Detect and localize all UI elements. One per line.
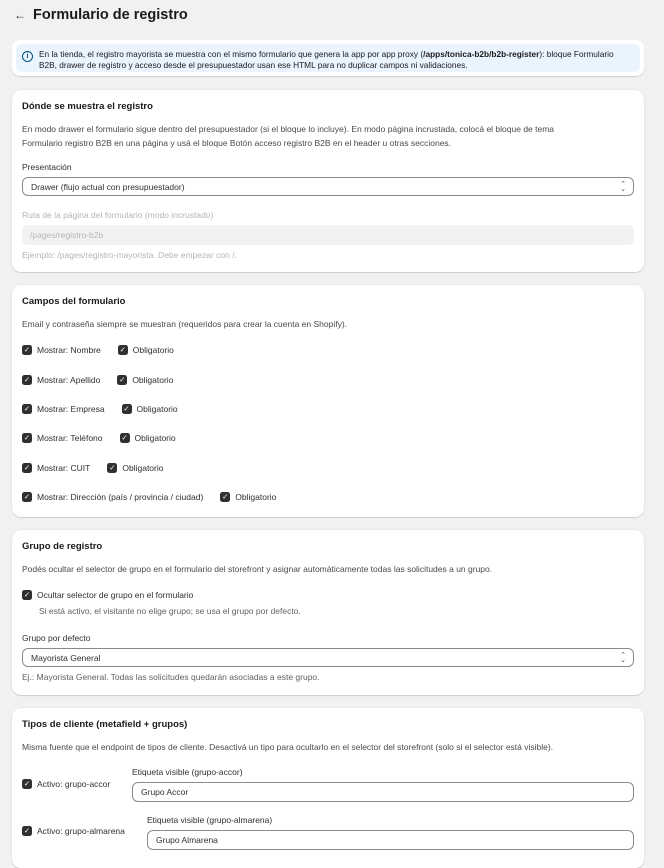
select-chevron-icon: ⌃ ⌄	[620, 652, 626, 664]
banner-text: En la tienda, el registro mayorista se muestra con el mismo formulario que genera la app por app proxy (/apps/tonica-b2b/b2b-register): bloque Formulario B2B, drawer de registro y acceso desde el presupuestador usan ese HTML para no duplicar campos ni validaciones.	[39, 49, 614, 70]
checkbox-active-grupo-accor[interactable]: ✓	[23, 779, 31, 789]
field-row	[22, 492, 276, 502]
route-input[interactable]: /pages/registro-b2b	[22, 225, 634, 245]
presentation-label: Presentación	[22, 162, 72, 172]
checkbox-show-cuit[interactable]: ✓	[23, 463, 31, 473]
checkbox-label: Mostrar: Nombre	[37, 345, 101, 355]
checkbox-label: Ocultar selector de grupo en el formulario	[37, 590, 194, 600]
checkbox-label: Obligatorio	[134, 433, 176, 443]
checkbox-required-address[interactable]: ✓	[222, 492, 229, 502]
checkbox-label: Mostrar: Apellido	[37, 375, 101, 385]
type-row	[22, 779, 110, 789]
card-title: Tipos de cliente (metafield + grupos)	[22, 719, 188, 730]
card-description: Podés ocultar el selector de grupo en el formulario del storefront y asignar automáticamente todas las solicitudes a un grupo.	[22, 564, 493, 574]
checkbox-required-name[interactable]: ✓	[119, 345, 126, 355]
checkbox-label: Obligatorio	[235, 492, 277, 502]
arrow-left-icon[interactable]: ←	[14, 8, 26, 22]
checkbox-show-address[interactable]: ✓	[23, 492, 31, 502]
hide-group-help: Si está activo, el visitante no elige grupo; se usa el grupo por defecto.	[39, 606, 301, 616]
visible-label-input[interactable]: Grupo Almarena	[147, 830, 634, 850]
checkbox-show-name[interactable]: ✓	[23, 345, 31, 355]
page-header	[14, 7, 188, 23]
customer-types-card	[12, 708, 644, 868]
card-description: Misma fuente que el endpoint de tipos de cliente. Desactivá un tipo para ocultarlo en el selector del storefront (solo si el selector está visible).	[22, 742, 554, 752]
checkbox-label: Obligatorio	[122, 463, 164, 473]
field-row	[22, 375, 173, 385]
fields-card	[12, 285, 644, 517]
card-title: Dónde se muestra el registro	[22, 101, 153, 112]
select-chevron-icon: ⌃ ⌄	[620, 181, 626, 193]
checkbox-label: Mostrar: Empresa	[37, 404, 105, 414]
default-group-help: Ej.: Mayorista General. Todas las solicitudes quedarán asociadas a este grupo.	[22, 672, 320, 682]
info-icon: i	[22, 51, 33, 62]
checkbox-show-lastname[interactable]: ✓	[23, 375, 31, 385]
display-card	[12, 90, 644, 272]
checkbox-show-company[interactable]: ✓	[23, 404, 31, 414]
card-title: Campos del formulario	[22, 296, 126, 307]
field-row	[22, 433, 176, 443]
route-help: Ejemplo: /pages/registro-mayorista. Debe empezar con /.	[22, 250, 237, 260]
default-group-label: Grupo por defecto	[22, 633, 91, 643]
page-title: Formulario de registro	[33, 7, 188, 23]
field-row	[22, 345, 174, 355]
card-title: Grupo de registro	[22, 541, 103, 552]
visible-label-label: Etiqueta visible (grupo-accor)	[132, 767, 243, 777]
checkbox-required-phone[interactable]: ✓	[121, 433, 128, 443]
checkbox-label: Mostrar: Teléfono	[37, 433, 103, 443]
checkbox-active-grupo-almarena[interactable]: ✓	[23, 826, 31, 836]
checkbox-hide-group-selector[interactable]: ✓	[23, 590, 31, 600]
card-description: En modo drawer el formulario sigue dentro del presupuestador (si el bloque lo incluye). En modo página incrustada, colocá el bloque de tema Formulario registro B2B en una página y usá el bloque Botón acceso registro B2B en el header u otras secciones.	[22, 124, 555, 148]
type-row	[22, 826, 125, 836]
route-label: Ruta de la página del formulario (modo incrustado)	[22, 210, 214, 220]
checkbox-required-company[interactable]: ✓	[123, 404, 130, 414]
card-description: Email y contraseña siempre se muestran (requeridos para crear la cuenta en Shopify).	[22, 319, 348, 329]
hide-group-row	[22, 590, 193, 600]
checkbox-label: Obligatorio	[136, 404, 178, 414]
checkbox-label: Activo: grupo-almarena	[37, 826, 125, 836]
presentation-select[interactable]: Drawer (flujo actual con presupuestador) ⌃ ⌄	[22, 177, 634, 196]
checkbox-label: Mostrar: CUIT	[37, 463, 91, 473]
field-row	[22, 404, 178, 414]
checkbox-label: Mostrar: Dirección (país / provincia / ciudad)	[37, 492, 204, 502]
checkbox-required-cuit[interactable]: ✓	[109, 463, 116, 473]
default-group-select[interactable]: Mayorista General ⌃ ⌄	[22, 648, 634, 667]
checkbox-required-lastname[interactable]: ✓	[119, 375, 126, 385]
checkbox-label: Obligatorio	[132, 375, 174, 385]
visible-label-label: Etiqueta visible (grupo-almarena)	[147, 815, 273, 825]
checkbox-show-phone[interactable]: ✓	[23, 433, 31, 443]
field-row	[22, 463, 163, 473]
info-banner	[12, 40, 644, 76]
checkbox-label: Obligatorio	[132, 345, 174, 355]
group-card	[12, 530, 644, 695]
checkbox-label: Activo: grupo-accor	[37, 779, 111, 789]
visible-label-input[interactable]: Grupo Accor	[132, 782, 634, 802]
